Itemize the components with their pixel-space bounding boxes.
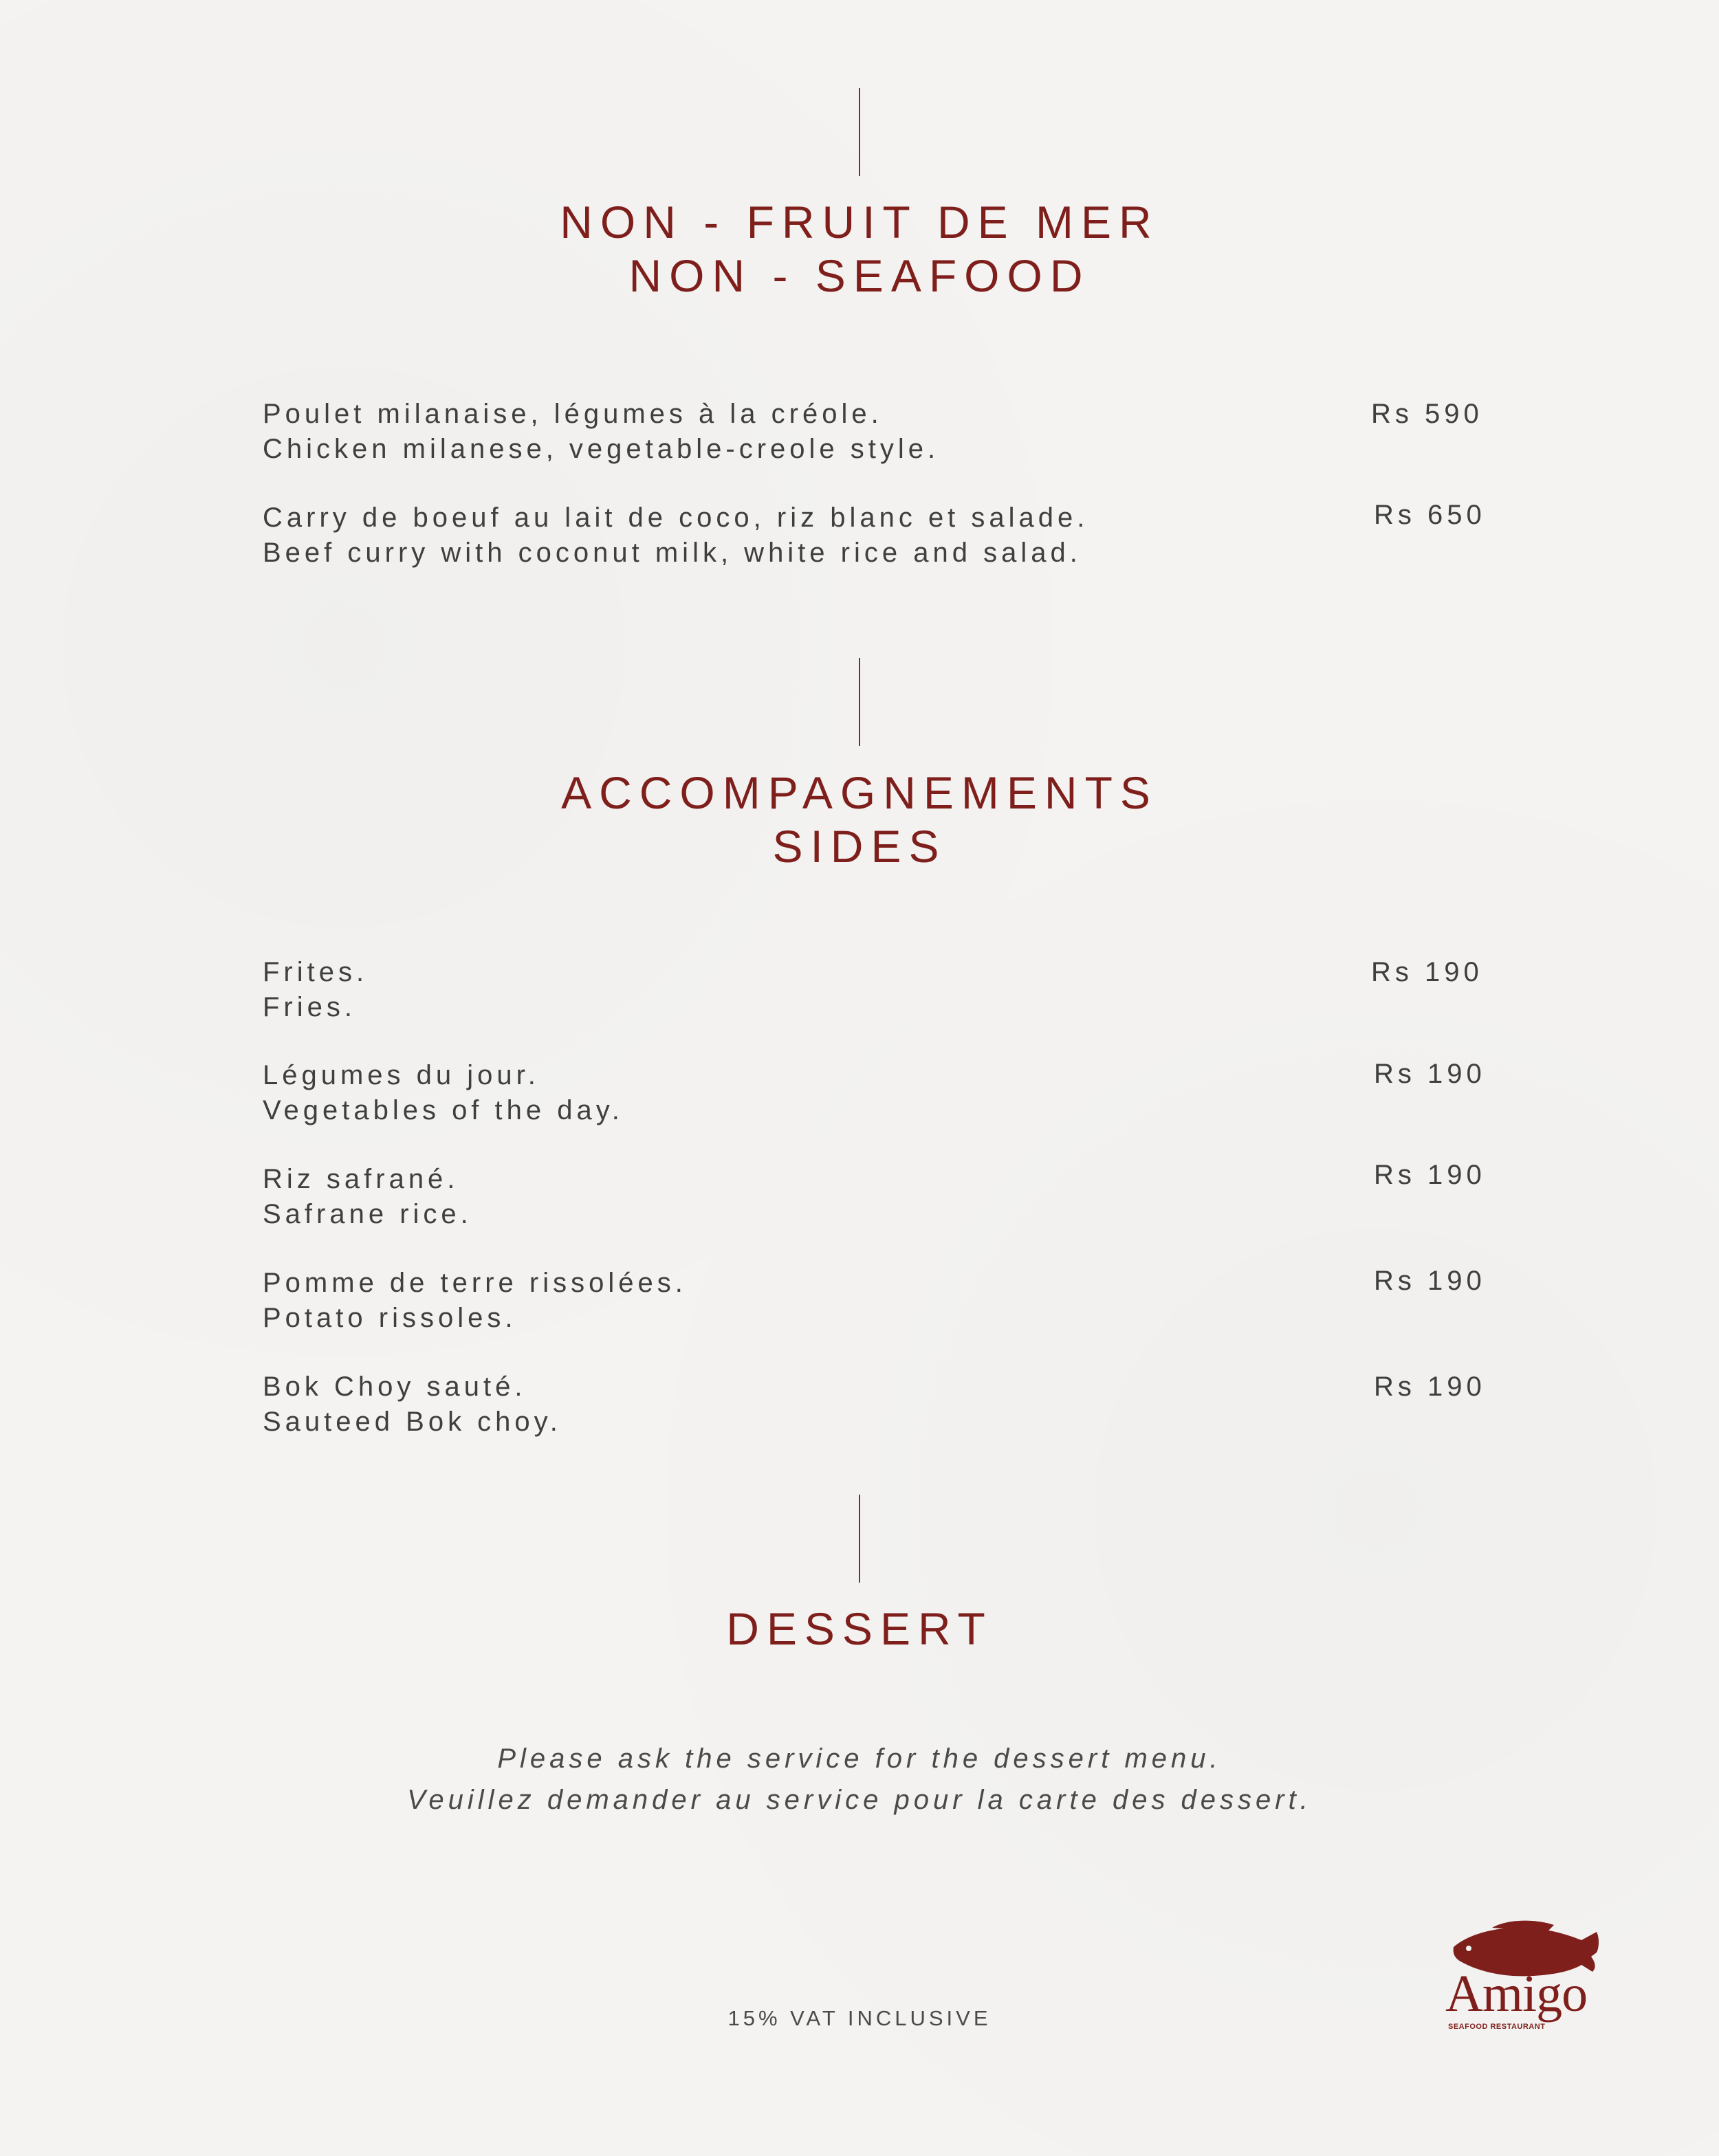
menu-item-name-fr: Carry de boeuf au lait de coco, riz blanc et salade. [263,503,1089,533]
dessert-note [0,1738,1719,1820]
menu-item-name-fr: Poulet milanaise, légumes à la créole. [263,399,883,429]
section-title-fr: ACCOMPAGNEMENTS [561,767,1158,818]
section-divider-line [859,1495,860,1583]
section-title-en: NON - SEAFOOD [628,250,1091,301]
dessert-note-fr: Veuillez demander au service pour la carte des dessert. [407,1785,1312,1815]
menu-item [263,397,1500,467]
menu-item-price: Rs 190 [1374,1266,1486,1296]
menu-item-price: Rs 190 [1374,1059,1486,1089]
dessert-note-en: Please ask the service for the dessert menu. [497,1744,1222,1774]
menu-item-name-fr: Pomme de terre rissolées. [263,1268,687,1298]
menu-item [263,1162,1500,1232]
menu-item-price: Rs 190 [1371,957,1483,987]
menu-item-name-en: Fries. [263,992,356,1022]
menu-item [263,955,1500,1025]
vat-notice: 15% VAT INCLUSIVE [727,2006,992,2030]
menu-item-price: Rs 650 [1374,500,1486,530]
menu-item-name-fr: Riz safrané. [263,1164,459,1194]
section-title-en: SIDES [772,821,947,872]
menu-item [263,1058,1500,1128]
section-title-dessert: DESSERT [726,1603,993,1654]
section-divider-line [859,88,860,176]
menu-item [263,500,1500,571]
menu-item-name-fr: Légumes du jour. [263,1060,540,1090]
menu-item-name-en: Vegetables of the day. [263,1095,624,1125]
menu-item-name-en: Potato rissoles. [263,1303,517,1333]
menu-item-name-en: Sauteed Bok choy. [263,1407,562,1437]
menu-item-price: Rs 590 [1371,399,1483,429]
menu-item-name-en: Beef curry with coconut milk, white rice and salad. [263,538,1082,568]
menu-item [263,1370,1500,1440]
menu-item-name-en: Chicken milanese, vegetable-creole style. [263,434,940,464]
menu-item [263,1266,1500,1336]
logo-wordmark: Amigo [1445,1965,1588,2023]
section-title-sides [0,766,1719,873]
section-title-non-seafood [0,195,1719,302]
logo-subtitle: SEAFOOD RESTAURANT [1448,2023,1546,2031]
menu-item-price: Rs 190 [1374,1372,1486,1402]
section-divider-line [859,658,860,746]
section-title-fr: NON - FRUIT DE MER [560,197,1159,248]
menu-item-name-en: Safrane rice. [263,1199,472,1229]
menu-item-price: Rs 190 [1374,1160,1486,1190]
menu-item-name-fr: Bok Choy sauté. [263,1372,527,1402]
menu-item-name-fr: Frites. [263,957,369,987]
